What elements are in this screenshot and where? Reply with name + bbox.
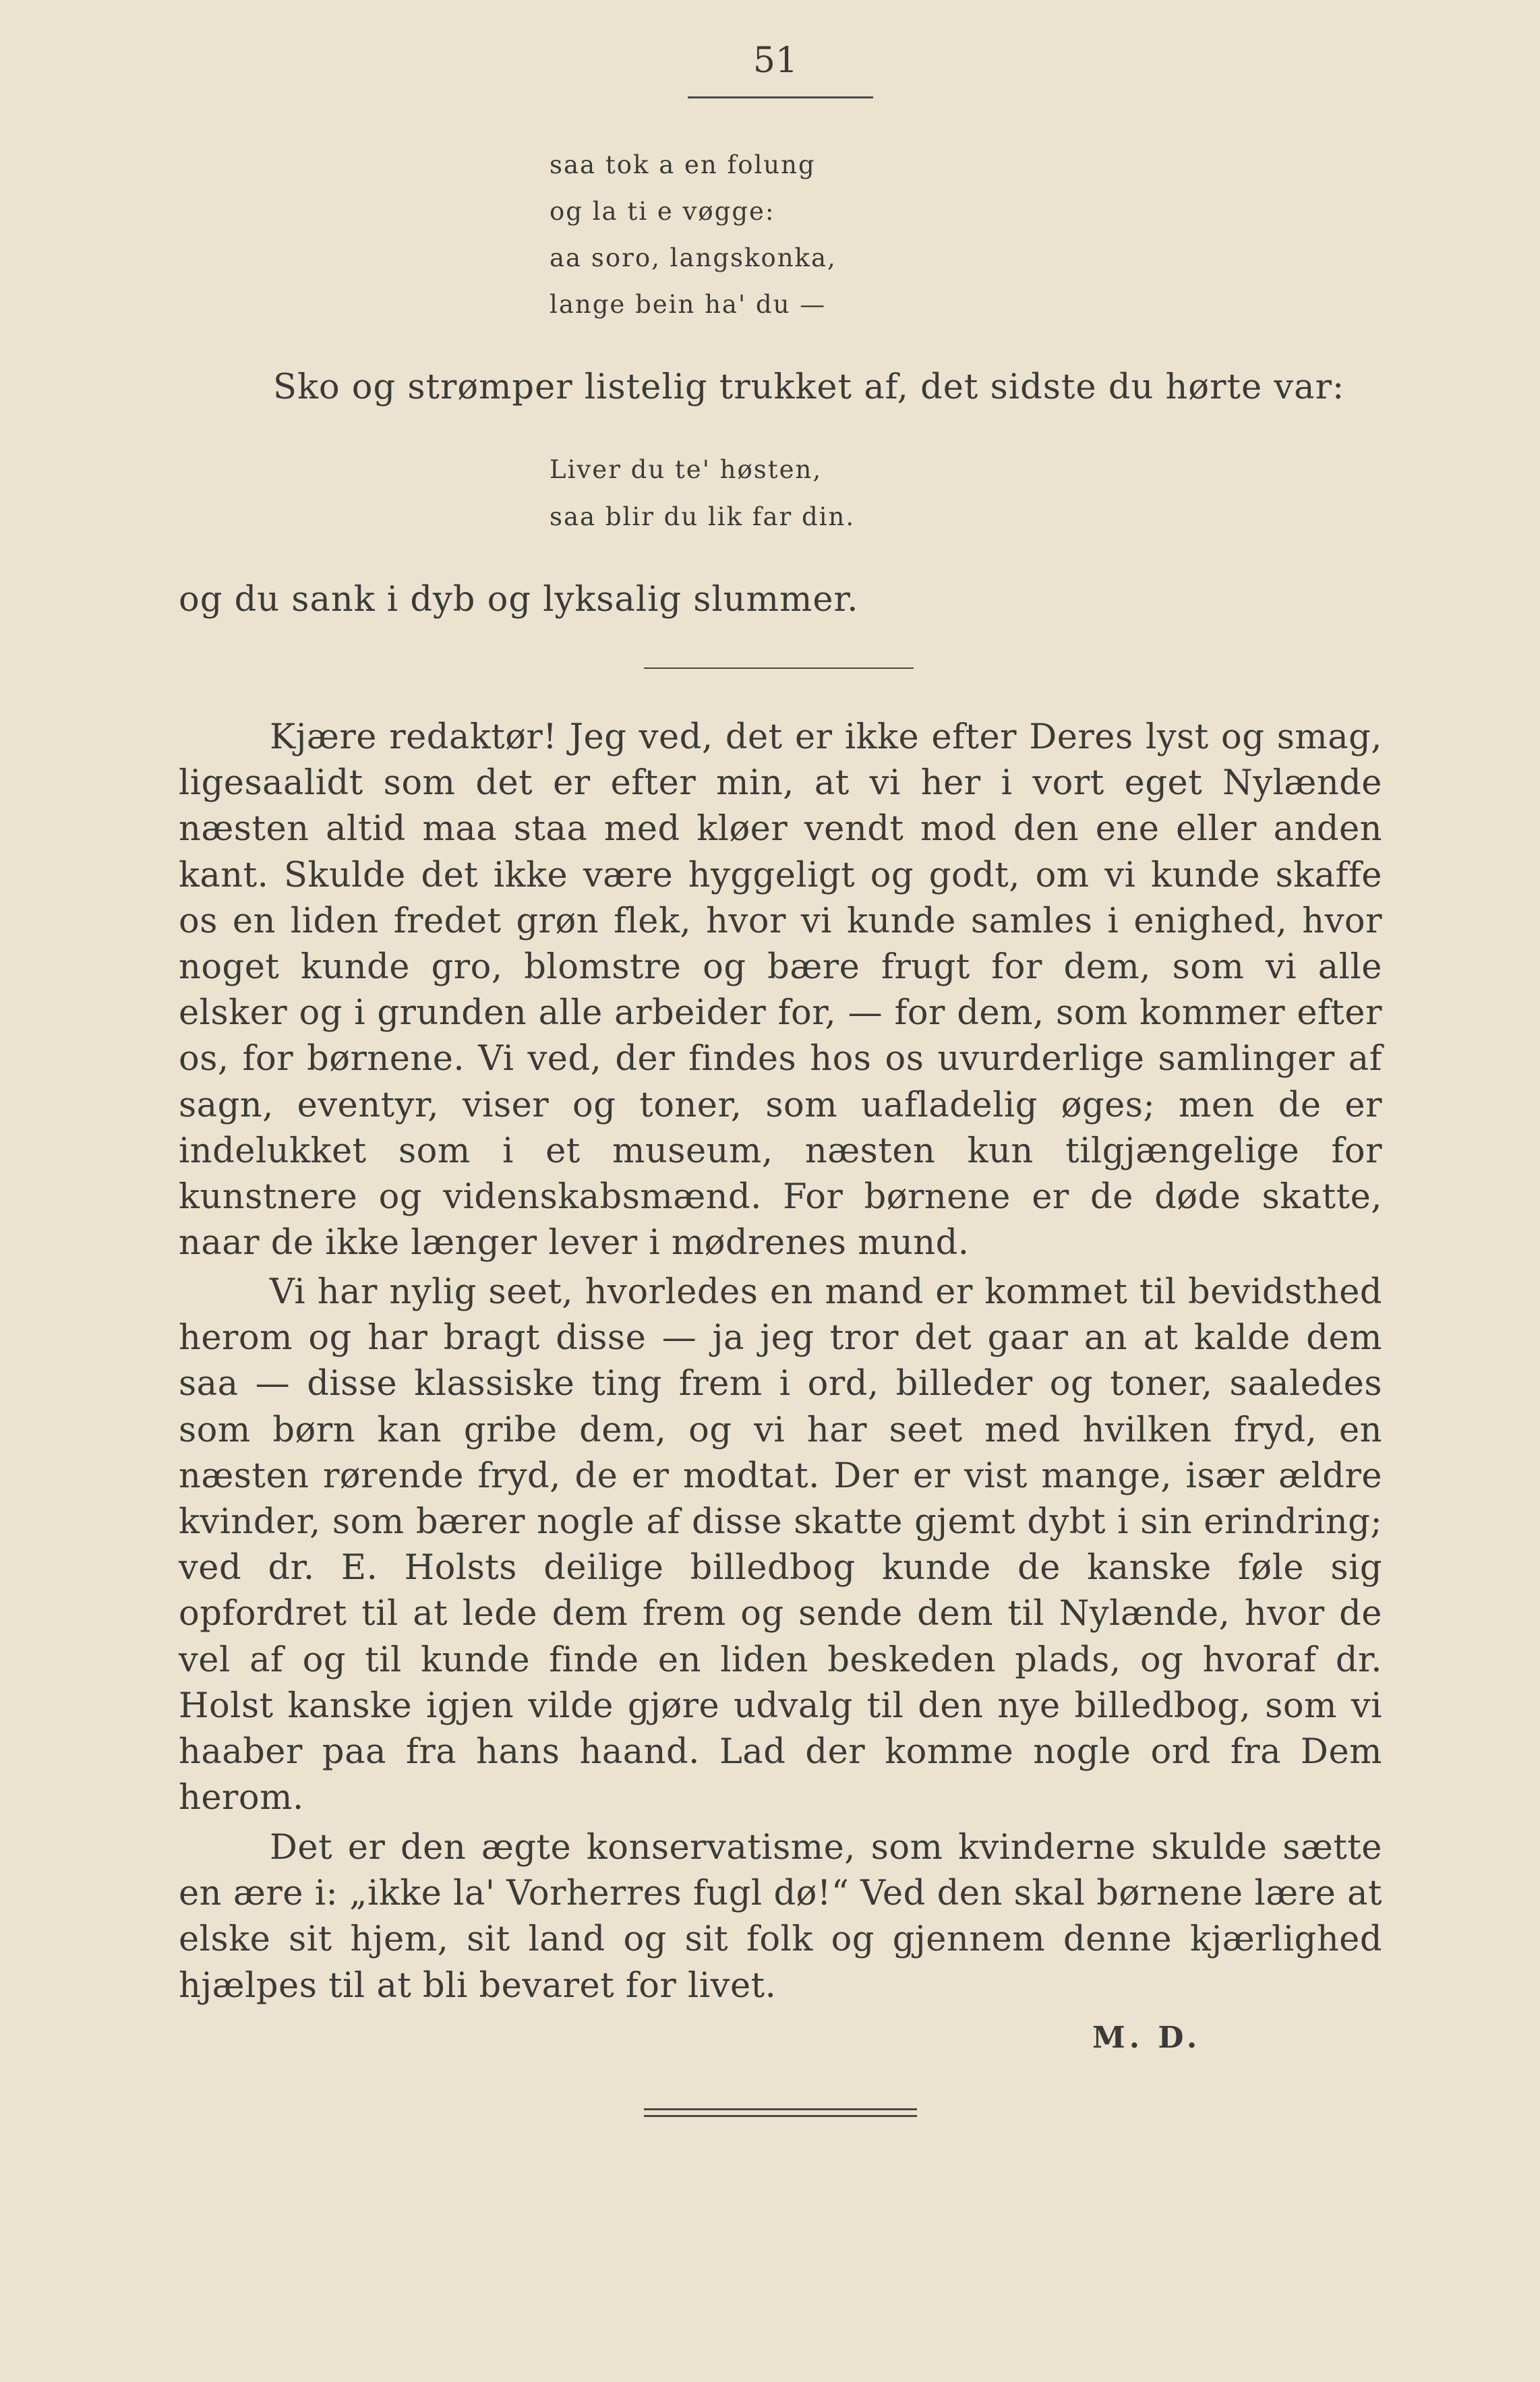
paragraph (179, 1825, 1382, 2009)
signature: M. D. (1092, 2021, 1202, 2055)
header-rule (688, 96, 873, 98)
paragraph (179, 715, 1382, 1266)
poem-line: lange bein ha' du — (550, 290, 827, 319)
paragraph-text: Det er den ægte konservatisme, som kvinderne skulde sætte en ære i: „ikke la' Vorherres fugl dø!“ Ved den skal børnene lære at elske sit hjem, sit land og sit folk og gjennem denne kjærlighed hjælpes til at bli bevaret for livet. (179, 1828, 1382, 2006)
poem-line: aa soro, langskonka, (550, 243, 837, 272)
paragraph-text: Kjære redaktør! Jeg ved, det er ikke efter Deres lyst og smag, ligesaalidt som det er efter min, at vi her i vort eget Nylænde næsten altid maa staa med kløer vendt mod den ene eller anden kant. Skulde det ikke være hyggeligt og godt, om vi kunde skaffe os en liden fredet grøn flek, hvor vi kunde samles i enighed, hvor noget kunde gro, blomstre og bære frugt for dem, som vi alle elsker og i grunden alle arbeider for, — for dem, som kommer efter os, for børnene. Vi ved, der findes hos os uvurderlige samlinger af sagn, eventyr, viser og toner, som uafladelig øges; men de er indelukket som i et museum, næsten kun tilgjængelige for kunstnere og videnskabsmænd. For børnene er de døde skatte, naar de ikke længer lever i mødrenes mund. (179, 717, 1382, 1263)
page-number: 51 (752, 40, 798, 81)
end-rule-top (644, 2108, 917, 2110)
poem-line: og la ti e vøgge: (550, 197, 775, 226)
poem-line: saa blir du lik far din. (550, 502, 856, 531)
paragraph-text: Vi har nylig seet, hvorledes en mand er kommet til bevidsthed herom og har bragt disse — ja jeg tror det gaar an at kalde dem saa — disse klassiske ting frem i ord, billeder og toner, saaledes som børn kan gribe dem, og vi har seet med hvilken fryd, en næsten rørende fryd, de er modtat. Der er vist mange, især ældre kvinder, som bærer nogle af disse skatte gjemt dybt i sin erindring; ved dr. E. Holsts deilige billedbog kunde de kanske føle sig opfordret til at lede dem frem og sende dem til Nylænde, hvor de vel af og til kunde finde en liden beskeden plads, og hvoraf dr. Holst kanske igjen vilde gjøre udvalg til den nye billedbog, som vi haaber paa fra hans haand. Lad der komme nogle ord fra Dem herom. (179, 1272, 1382, 1818)
prose-line: Sko og strømper listelig trukket af, det sidste du hørte var: (273, 367, 1345, 407)
end-rule-bottom (644, 2115, 917, 2117)
paragraph (179, 1270, 1382, 1821)
section-divider (644, 667, 914, 669)
poem-line: saa tok a en folung (550, 150, 816, 179)
poem-line: Liver du te' høsten, (550, 455, 823, 484)
prose-line: og du sank i dyb og lyksalig slummer. (179, 580, 859, 620)
